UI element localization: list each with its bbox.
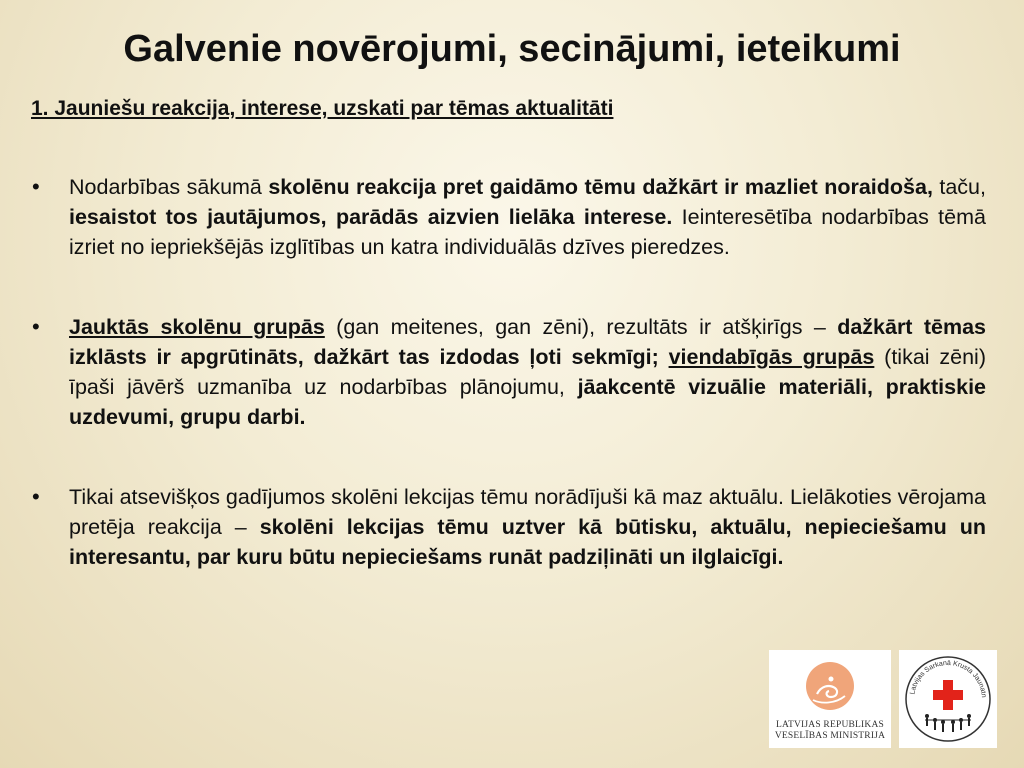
ministry-name-line-2: VESELĪBAS MINISTRIJA bbox=[774, 731, 886, 741]
red-cross-ring-text: Latvijas Sarkanā Krusta Jaunatn bbox=[909, 659, 988, 698]
red-cross-emblem-icon bbox=[899, 650, 997, 748]
bullet-1-bold-1: skolēnu reakcija pret gaidāmo tēmu dažkārt ir mazliet noraidoša, bbox=[268, 175, 933, 199]
bullet-item-1 bbox=[30, 172, 986, 262]
bullet-2-bold-2: dažkārt tēmas izklāsts ir apgrūtināts, dažkārt tas izdodas ļoti sekmīgi; bbox=[69, 315, 987, 369]
bullet-item-2 bbox=[30, 312, 986, 432]
bullet-2-bold-4: jāakcentē vizuālie materiāli, praktiskie uzdevumi, grupu darbi. bbox=[69, 375, 986, 429]
bullet-marker: • bbox=[32, 174, 40, 199]
ministry-of-health-logo bbox=[769, 650, 891, 748]
bullet-2-text-1: (gan meitenes, gan zēni), rezultāts ir atšķirīgs – bbox=[324, 315, 838, 339]
bullet-marker: • bbox=[32, 484, 40, 509]
bullet-list bbox=[30, 172, 986, 622]
red-cross-youth-logo bbox=[899, 650, 997, 748]
section-heading: 1. Jauniešu reakcija, interese, uzskati par tēmas aktualitāti bbox=[31, 97, 614, 120]
bullet-3-bold-1: skolēni lekcijas tēmu uztver kā būtisku, aktuālu, nepieciešamu un interesantu, par kuru būtu nepieciešams runāt padziļināti un ilglaicīgi. bbox=[69, 515, 987, 569]
slide-title: Galvenie novērojumi, secinājumi, ieteikumi bbox=[123, 28, 901, 70]
bullet-2-text-2: (tikai zēni) īpaši jāvērš uzmanība uz nodarbības plānojumu, bbox=[69, 345, 986, 399]
bullet-1-text-2: taču, bbox=[932, 175, 986, 199]
ministry-emblem-icon bbox=[769, 650, 891, 718]
bullet-1-text-1: Nodarbības sākumā bbox=[69, 175, 269, 199]
bullet-1-text-3: Ieinteresētība nodarbības tēmā izriet no iepriekšējās izglītības un katra individuālās dzīves pieredzes. bbox=[69, 205, 986, 259]
bullet-2-bold-3: viendabīgās grupās bbox=[668, 345, 875, 369]
bullet-1-bold-2: iesaistot tos jautājumos, parādās aizvien lielāka interese. bbox=[69, 205, 673, 229]
ministry-name-line-1: LATVIJAS REPUBLIKAS bbox=[775, 720, 885, 730]
bullet-marker: • bbox=[32, 314, 40, 339]
bullet-3-text-1: Tikai atsevišķos gadījumos skolēni lekcijas tēmu norādījuši kā maz aktuālu. Lielākoties vērojama pretēja reakcija – bbox=[69, 485, 986, 539]
bullet-2-bold-1: Jauktās skolēnu grupās bbox=[69, 315, 325, 339]
bullet-item-3 bbox=[30, 482, 986, 572]
